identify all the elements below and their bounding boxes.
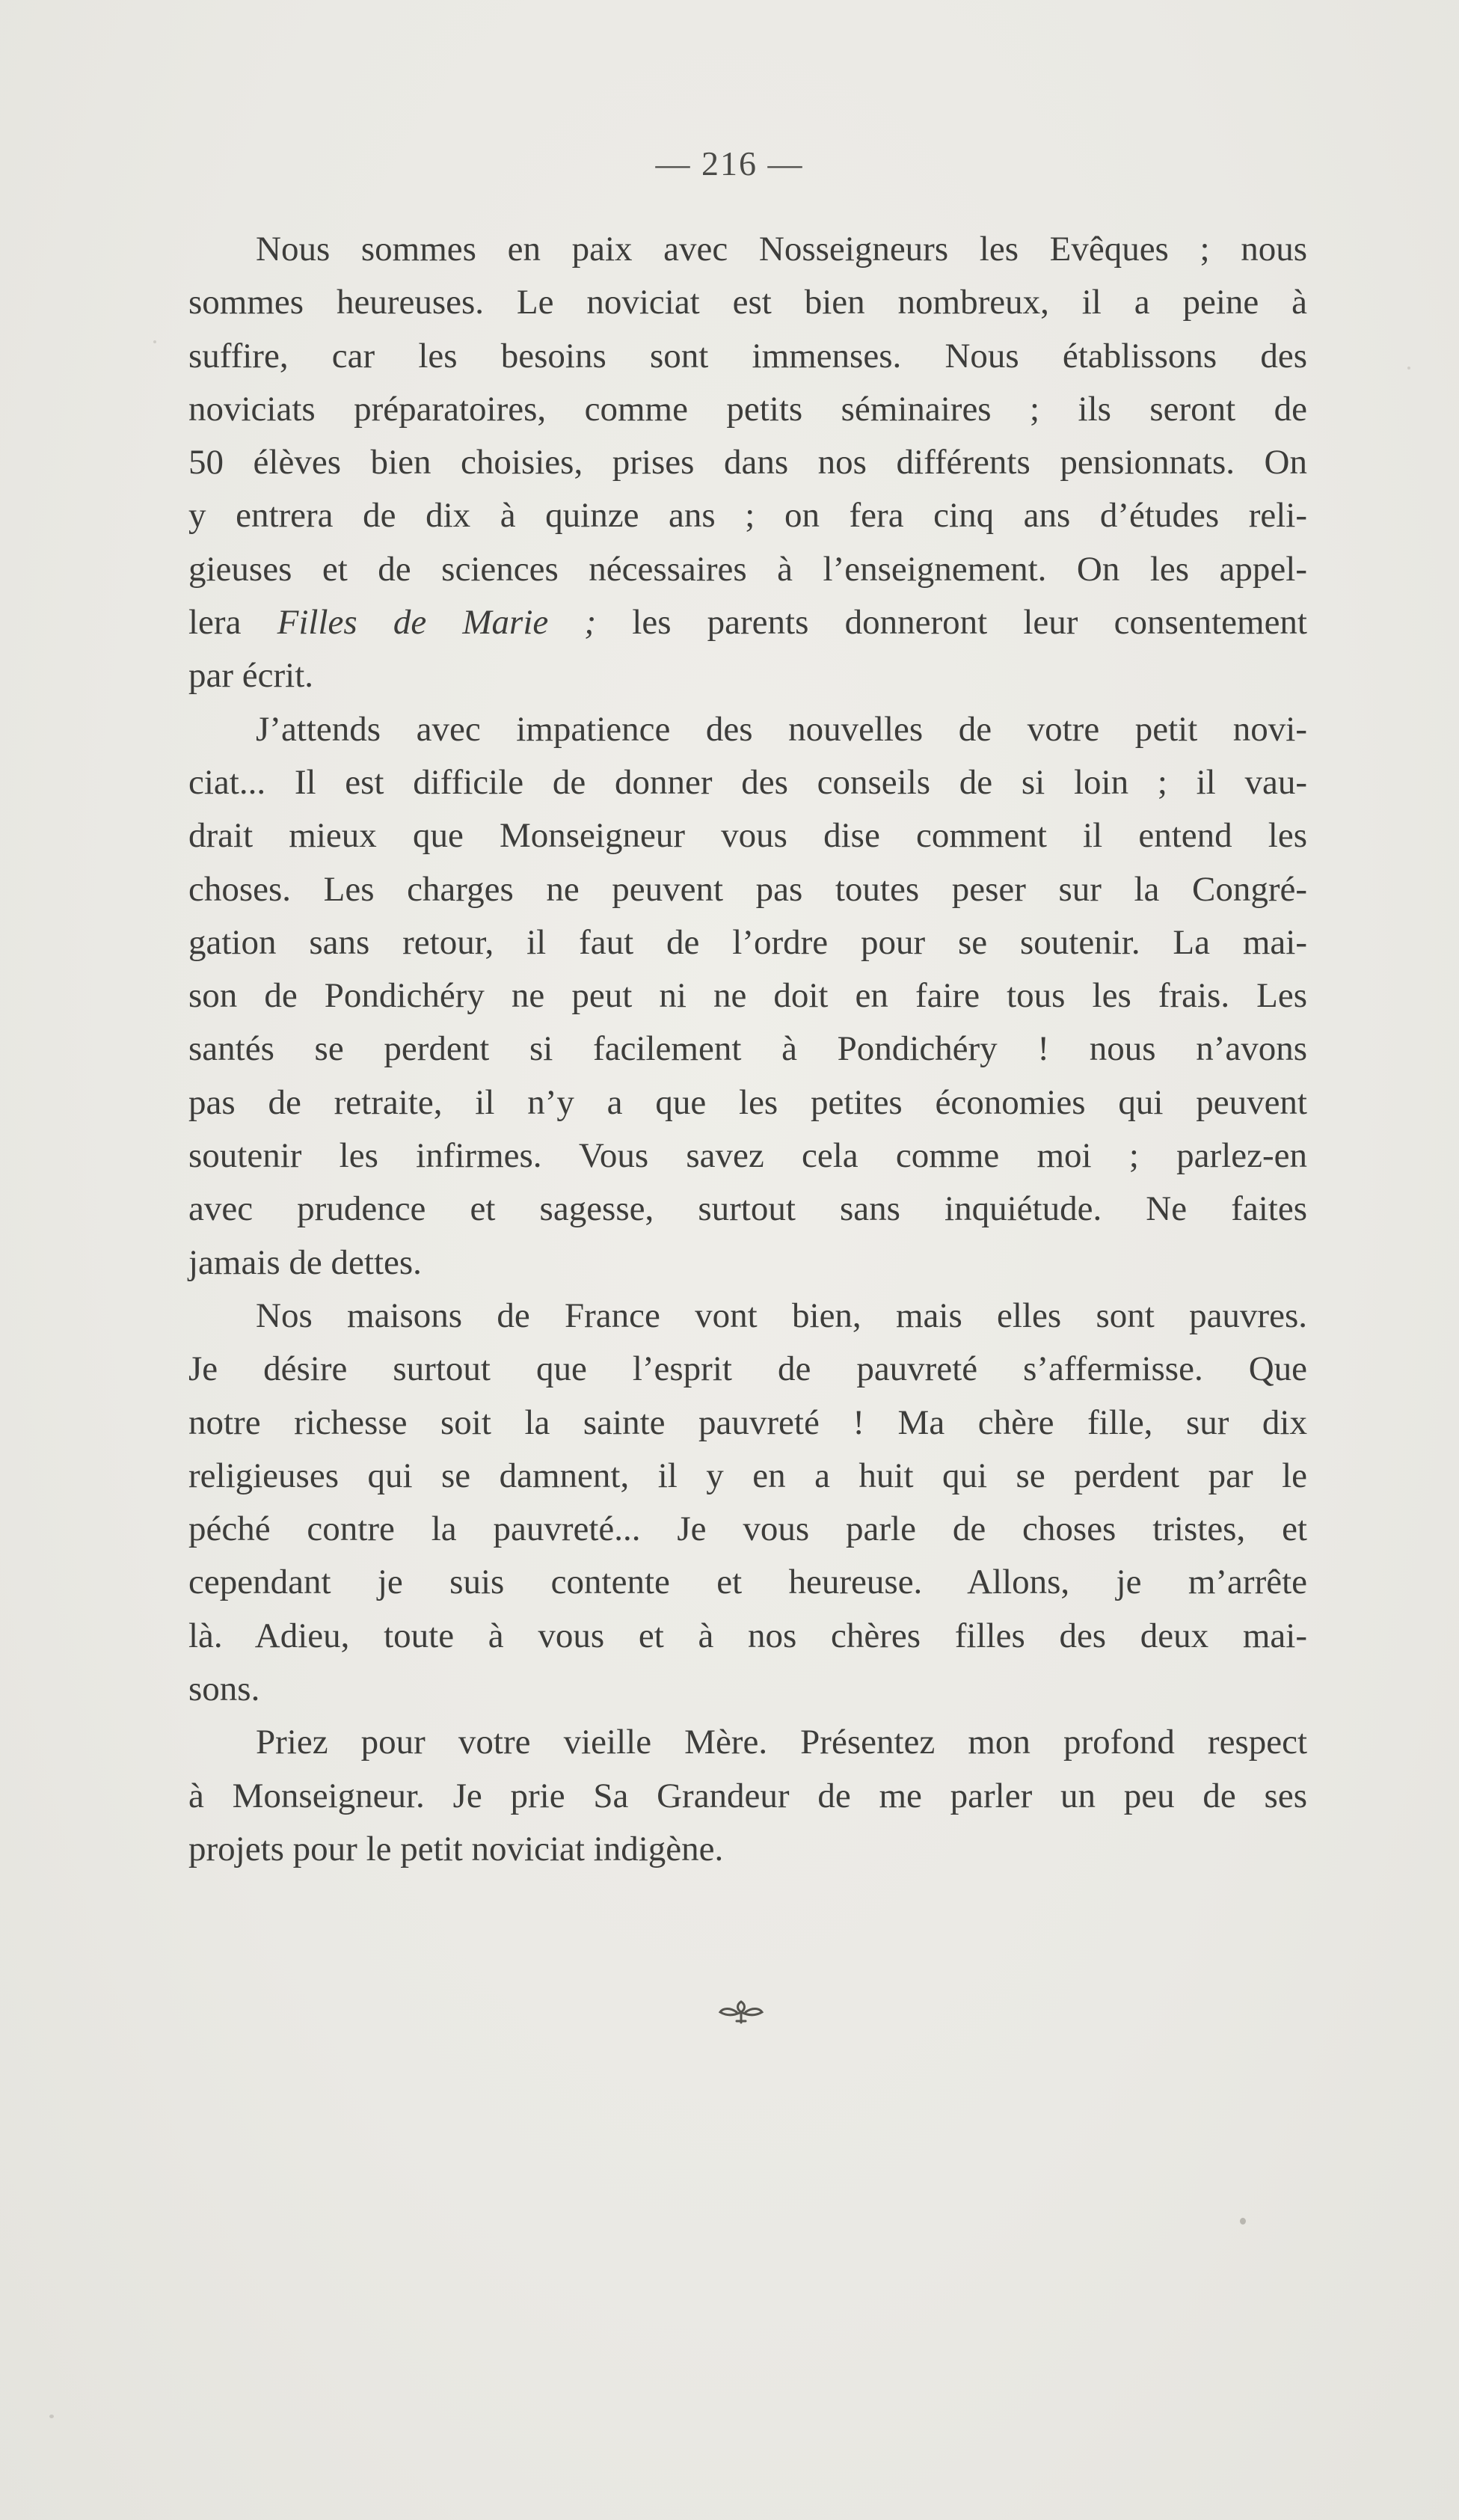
text-line: sons. [188, 1670, 260, 1709]
paper-speck [1407, 367, 1410, 370]
paper-speck [49, 2415, 54, 2418]
text-line: J’attends avec impatience des nouvelles de votre petit novi- [256, 709, 1307, 749]
text-line: notre richesse soit la sainte pauvreté ! Ma chère fille, sur dix [188, 1402, 1307, 1442]
line-text-after: les parents donneront leur consentement [596, 603, 1307, 643]
text-line: gieuses et de sciences nécessaires à l’enseignement. On les appel- [188, 549, 1307, 589]
italic-title: Filles de Marie ; [277, 603, 597, 643]
line-text-before: lera [188, 603, 277, 643]
text-line: noviciats préparatoires, comme petits séminaires ; ils seront de [188, 389, 1307, 429]
text-line: cependant je suis contente et heureuse. Allons, je m’arrête [188, 1563, 1307, 1602]
text-line: 50 élèves bien choisies, prises dans nos différents pensionnats. On [188, 443, 1307, 482]
text-line: suffire, car les besoins sont immenses. Nous établissons des [188, 336, 1307, 375]
text-line: là. Adieu, toute à vous et à nos chères filles des deux mai- [188, 1616, 1307, 1655]
text-line: péché contre la pauvreté... Je vous parle de choses tristes, et [188, 1509, 1307, 1549]
text-line: ciat... Il est difficile de donner des conseils de si loin ; il vau- [188, 762, 1307, 802]
text-line: pas de retraite, il n’y a que les petites économies qui peuvent [188, 1082, 1307, 1122]
page-number: — 216 — [655, 144, 804, 183]
text-line: religieuses qui se damnent, il y en a huit qui se perdent par le [188, 1456, 1307, 1495]
text-line-with-italic [188, 596, 1307, 649]
text-line: sommes heureuses. Le noviciat est bien nombreux, il a peine à [188, 283, 1307, 322]
text-line: Nos maisons de France vont bien, mais elles sont pauvres. [256, 1296, 1307, 1335]
text-line: projets pour le petit noviciat indigène. [188, 1829, 724, 1868]
text-line: avec prudence et sagesse, surtout sans inquiétude. Ne faites [188, 1189, 1307, 1229]
text-line: à Monseigneur. Je prie Sa Grandeur de me parler un peu de ses [188, 1776, 1307, 1815]
text-line: gation sans retour, il faut de l’ordre pour se soutenir. La mai- [188, 922, 1307, 962]
text-line: jamais de dettes. [188, 1242, 422, 1282]
paper-speck [153, 340, 156, 343]
text-line: son de Pondichéry ne peut ni ne doit en faire tous les frais. Les [188, 976, 1307, 1016]
text-line: choses. Les charges ne peuvent pas toutes peser sur la Congré- [188, 869, 1307, 909]
text-line: Nous sommes en paix avec Nosseigneurs les Evêques ; nous [256, 230, 1307, 269]
body-text [188, 223, 1307, 1876]
text-line: drait mieux que Monseigneur vous dise comment il entend les [188, 816, 1307, 856]
fleuron-ornament-icon [714, 1997, 768, 2027]
text-line: santés se perdent si facilement à Pondichéry ! nous n’avons [188, 1029, 1307, 1069]
paper-speck [1240, 2218, 1246, 2225]
text-line: par écrit. [188, 656, 314, 696]
text-line: y entrera de dix à quinze ans ; on fera cinq ans d’études reli- [188, 496, 1307, 536]
text-line: Priez pour votre vieille Mère. Présentez mon profond respect [256, 1723, 1307, 1762]
text-line: Je désire surtout que l’esprit de pauvreté s’affermisse. Que [188, 1349, 1307, 1389]
text-line: soutenir les infirmes. Vous savez cela comme moi ; parlez-en [188, 1136, 1307, 1176]
